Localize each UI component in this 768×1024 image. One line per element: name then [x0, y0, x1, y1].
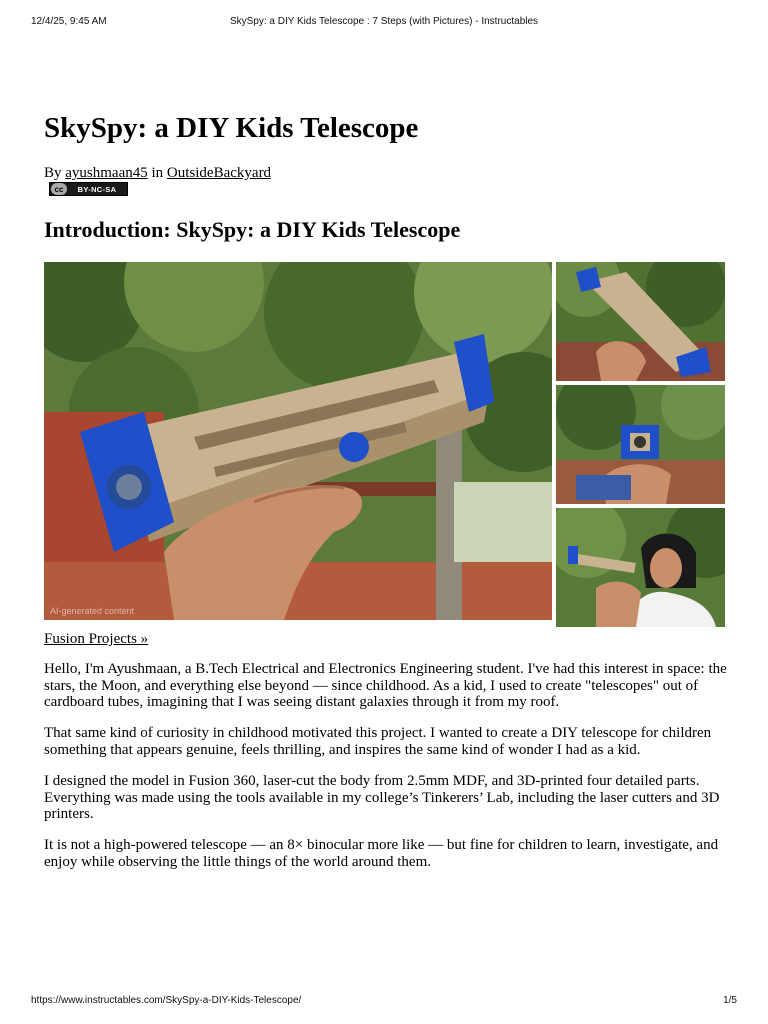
print-datetime: 12/4/25, 9:45 AM: [31, 16, 107, 27]
thumbnail-illustration-3: [556, 508, 725, 627]
ai-generated-note: AI-generated content: [50, 606, 135, 616]
author-link[interactable]: ayushmaan45: [65, 165, 148, 181]
byline-in: in: [151, 165, 164, 181]
license-badge[interactable]: [49, 182, 128, 196]
intro-paragraph-1: Hello, I'm Ayushmaan, a B.Tech Electrical and Electronics Engineering student. I've had this interest in space: the stars, the Moon, and everything else beyond — since childhood. As a kid, I used to create "telescopes" out of cardboard tubes, imagining that I was seeing distant galaxies through it from my roof.: [44, 661, 727, 710]
print-header: [31, 16, 737, 30]
byline-prefix: By: [44, 165, 62, 181]
thumbnail-photo-1[interactable]: [556, 262, 725, 381]
fusion-projects-link[interactable]: Fusion Projects »: [44, 631, 149, 647]
intro-heading: Introduction: SkySpy: a DIY Kids Telescope: [44, 217, 461, 242]
thumbnail-illustration-2: [556, 385, 725, 504]
thumbnail-photo-3[interactable]: [556, 508, 725, 627]
page-number: 1/5: [723, 995, 737, 1006]
category-link[interactable]: OutsideBackyard: [166, 165, 272, 181]
intro-paragraph-3: I designed the model in Fusion 360, laser-cut the body from 2.5mm MDF, and 3D-printed four detailed parts. Everything was made using the tools available in my college’s Tinkerers’ Lab, including the laser cutters and 3D printers.: [44, 773, 720, 822]
telescope-photo-illustration: [44, 262, 552, 620]
intro-paragraph-4: It is not a high-powered telescope — an 8× binocular more like — but fine for children to learn, investigate, and enjoy while observing the little things of the world around them.: [44, 837, 719, 870]
print-page-title: SkySpy: a DIY Kids Telescope : 7 Steps (with Pictures) - Instructables: [229, 16, 539, 27]
article-title: SkySpy: a DIY Kids Telescope: [44, 112, 419, 144]
print-footer: [31, 995, 737, 1009]
creative-commons-icon: cc: [51, 183, 67, 195]
thumbnail-illustration-1: [556, 262, 725, 381]
license-text: BY-NC-SA: [77, 184, 117, 194]
thumbnail-photo-2[interactable]: [556, 385, 725, 504]
byline: [44, 164, 271, 182]
main-telescope-photo[interactable]: [44, 262, 552, 620]
print-url: https://www.instructables.com/SkySpy-a-DIY-Kids-Telescope/: [31, 995, 302, 1006]
intro-paragraph-2: That same kind of curiosity in childhood motivated this project. I wanted to create a DIY telescope for children something that appears genuine, feels thrilling, and inspires the same kind of wonder I had as a kid.: [44, 725, 712, 758]
